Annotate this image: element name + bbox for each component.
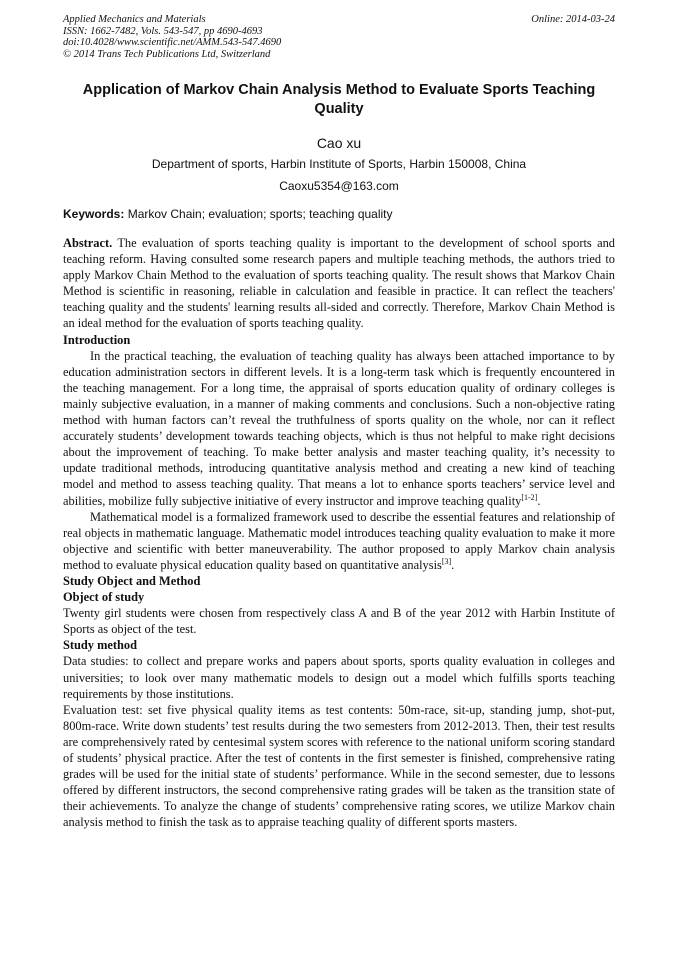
study-method-paragraph-2: Evaluation test: set five physical quality items as test contents: 50m-race, sit-up, standing jump, shot-put, 800m-race. Write down students’ test results during the two semesters from 2012-2013. Then, their test results are comprehensively rated by centesimal system scores with reference to the national uniform scoring standard of students’ physical practice. After the test of contents in the first semester is finished, comprehensive rating grades will be used for the initial state of students’ performance. While in the second semester, due to lessons offered by different instructors, the second comprehensive rating grades will be taken as the transition state of their achievements. To analyze the change of students’ comprehensive rating scores, we utilize Markov chain analysis method to finish the task as to appraise teaching quality of different sports masters. xyxy=(63,702,615,830)
introduction-paragraph-2 xyxy=(63,509,615,573)
paper-body xyxy=(63,235,615,830)
introduction-paragraph-1 xyxy=(63,348,615,509)
abstract-text: The evaluation of sports teaching quality is important to the development of school sports and teaching reform. Having consulted some research papers and multiple teaching methods, the authors tried to apply Markov Chain Method to the evaluation of sports teaching quality. The result shows that Markov Chain Method is scientific in reasoning, reliable in calculation and feasible in practice. It can reflect the teachers' teaching quality and the students' learning results all-sided and correctly. Therefore, Markov Chain Method is an ideal method for the evaluation of sports teaching quality. xyxy=(63,236,615,331)
journal-header xyxy=(63,14,615,60)
abstract xyxy=(63,235,615,332)
paper-title: Application of Markov Chain Analysis Method to Evaluate Sports Teaching Quality xyxy=(82,82,596,117)
doi-line: doi:10.4028/www.scientific.net/AMM.543-547.4690 xyxy=(63,37,282,49)
object-of-study-text: Twenty girl students were chosen from respectively class A and B of the year 2012 with Harbin Institute of Sports as object of the test. xyxy=(63,606,615,637)
citation-ref-1-2: [1-2] xyxy=(521,492,538,502)
citation-ref-3: [3] xyxy=(441,556,452,566)
keywords-text: Markov Chain; evaluation; sports; teaching quality xyxy=(124,207,393,221)
study-method-heading: Study method xyxy=(63,638,138,653)
copyright-line: © 2014 Trans Tech Publications Ltd, Switzerland xyxy=(63,48,271,60)
issn-line: ISSN: 1662-7482, Vols. 543-547, pp 4690-4693 xyxy=(63,25,263,37)
author-name: Cao xu xyxy=(316,135,362,151)
intro-p1-end: . xyxy=(537,493,541,508)
study-heading: Study Object and Method xyxy=(63,573,201,588)
abstract-label: Abstract. xyxy=(63,236,113,250)
intro-p1-text: In the practical teaching, the evaluation of teaching quality has always been attached importance to by education administration sectors in different levels. It is a long-term task which is frequently encountered in the teaching management. For a long time, the appraisal of sports education quality of ordinary colleges is mainly subjective evaluation, in a manner of making comments and conclusions. Such a non-objective rating method with human factors can’t reveal the truthfulness of sports quality on the whole, nor can it reflect accurately students’ development towards teaching objects, which is thus not helpful to make right decisions about the improvement of teaching. To make better analysis and master teaching quality, it’s necessity to update traditional methods, introducing quantitative analysis method and creating a new kind of teaching model and method to assess teaching quality. That means a lot to enhance sports teachers’ service level and abilities, mobilize fully subjective initiative of every instructor and improve teaching quality xyxy=(63,348,615,508)
online-date: Online: 2014-03-24 xyxy=(531,14,615,25)
study-method-paragraph-1: Data studies: to collect and prepare works and papers about sports, sports quality evaluation in colleges and universities; to look over many mathematic models to design out a model which fulfills sports teaching requirements by those institutions. xyxy=(63,654,615,701)
author-affiliation: Department of sports, Harbin Institute of Sports, Harbin 150008, China xyxy=(151,157,527,171)
introduction-heading: Introduction xyxy=(63,332,131,347)
keywords-label: Keywords: xyxy=(63,207,125,221)
keywords xyxy=(63,206,615,222)
intro-p2-text: Mathematical model is a formalized framework used to describe the essential features and relationship of real objects in mathematic language. Mathematic model introduces teaching quality evaluation to make it more objective and scientific with better maneuverability. The author proposed to apply Markov chain analysis method to evaluate physical education quality based on quantitative analysis xyxy=(63,509,615,572)
journal-name: Applied Mechanics and Materials xyxy=(63,14,206,25)
intro-p2-end: . xyxy=(451,557,455,572)
object-of-study-heading: Object of study xyxy=(63,590,145,605)
author-email: Caoxu5354@163.com xyxy=(279,179,399,193)
